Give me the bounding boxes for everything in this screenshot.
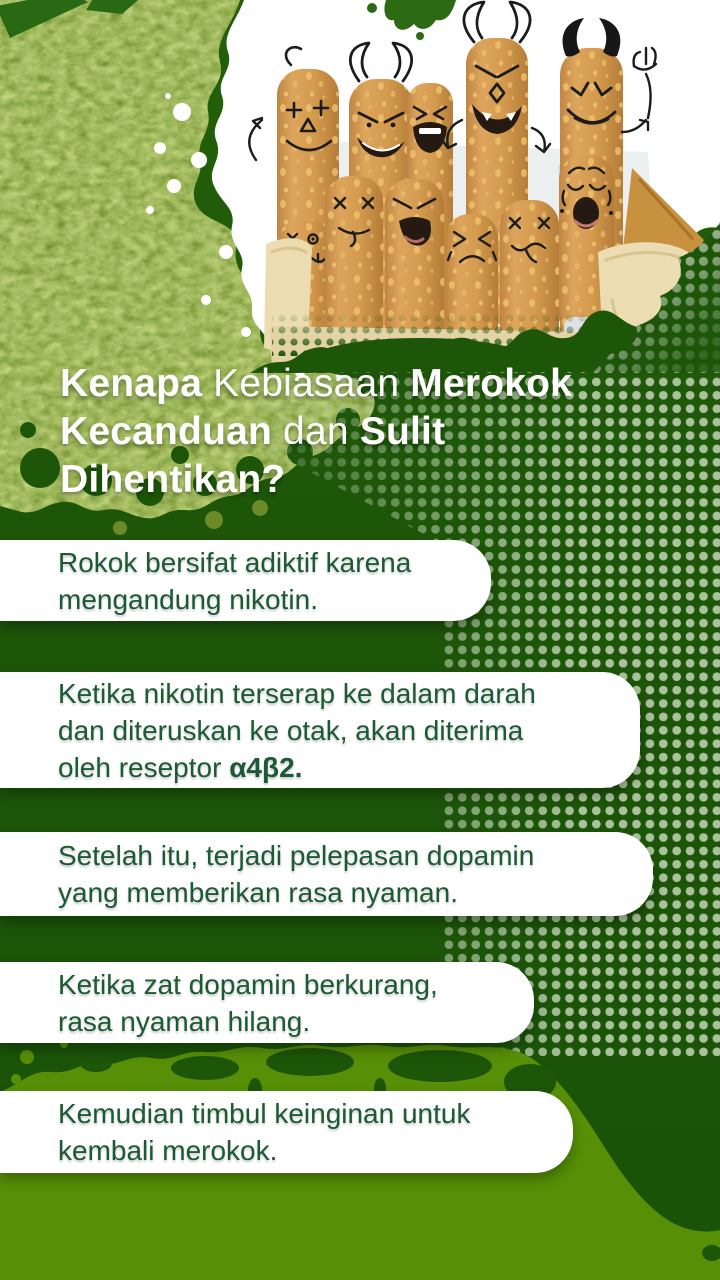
- card-text-line: Rokok bersifat adiktif karena: [58, 546, 412, 578]
- title-line-3: Dihentikan?: [60, 458, 286, 501]
- card-text-line: Setelah itu, terjadi pelepasan dopamin: [58, 840, 535, 871]
- title-line-2: Kecanduan dan Sulit: [60, 410, 446, 453]
- receptor-term: α4β2.: [229, 751, 303, 783]
- info-card-dopamine-decrease: [0, 962, 534, 1043]
- page-title: [60, 360, 680, 504]
- card-text-line: oleh reseptor α4β2.: [58, 751, 303, 783]
- card-text-line: rasa nyaman hilang.: [58, 1005, 311, 1037]
- card-text-line: yang memberikan rasa nyaman.: [58, 877, 458, 908]
- info-card-nicotine-receptor: [0, 672, 640, 788]
- card-text-line: Kemudian timbul keinginan untuk: [58, 1098, 471, 1129]
- info-card-craving-returns: [0, 1091, 573, 1173]
- card-text-line: mengandung nikotin.: [58, 583, 318, 615]
- info-card-dopamine-release: [0, 832, 653, 916]
- title-line-1: Kenapa Kebiasaan Merokok: [60, 362, 573, 405]
- info-card-nicotine-addictive: [0, 540, 491, 621]
- card-text-line: Ketika nikotin terserap ke dalam darah: [58, 677, 536, 709]
- card-text-line: Ketika zat dopamin berkurang,: [58, 968, 438, 1000]
- card-text-line: kembali merokok.: [58, 1135, 278, 1166]
- card-text-line: dan diteruskan ke otak, akan diterima: [58, 714, 524, 746]
